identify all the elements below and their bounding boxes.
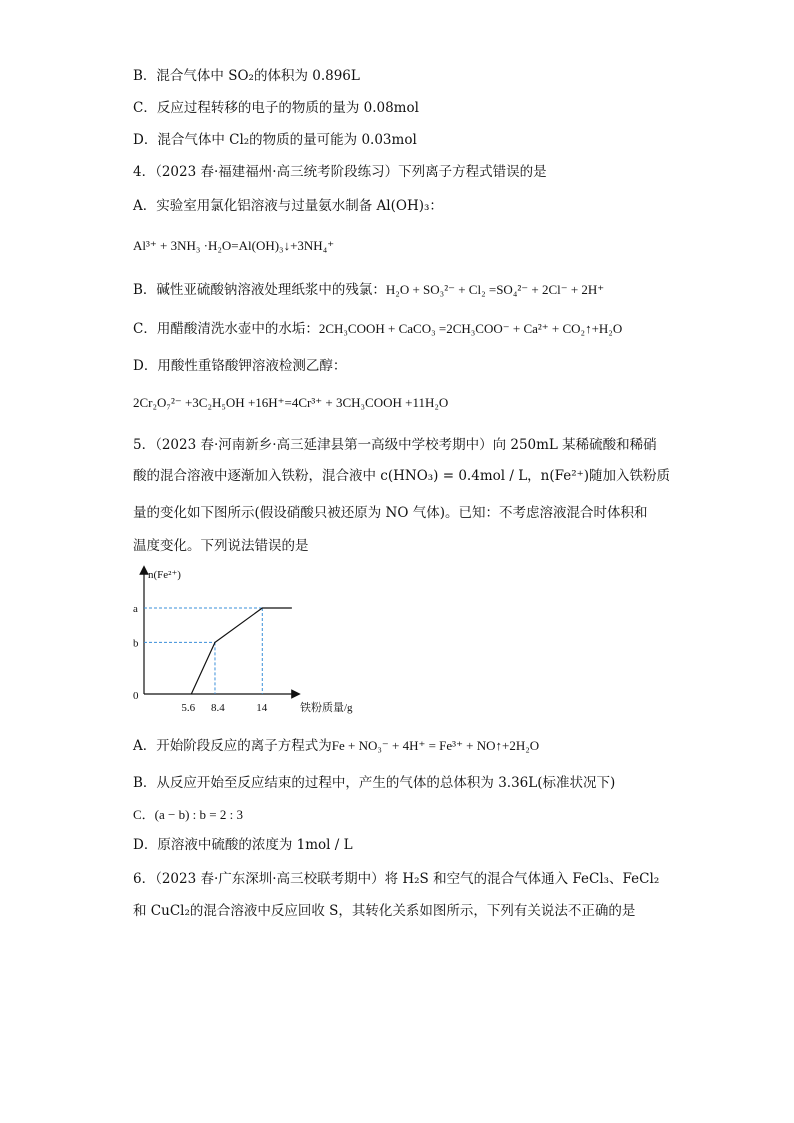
x-tick-label-1: 8.4 [210,702,225,714]
q3-option-d: D．混合气体中 Cl₂的物质的量可能为 0.03mol [133,132,417,148]
q5-option-d: D．原溶液中硫酸的浓度为 1mol / L [133,837,353,853]
q4-stem: 4．（2023 春·福建福州·高三统考阶段练习）下列离子方程式错误的是 [133,164,547,180]
series-line [191,608,292,694]
q3-option-b: B．混合气体中 SO₂的体积为 0.896L [133,68,360,84]
y-axis-label: n(Fe²⁺) [148,569,181,581]
q4-option-d-formula: 2Cr₂O₇²⁻ +3C₂H₅OH +16H⁺=4Cr³⁺ + 3CH₃COOH +11H₂O [133,395,449,410]
x-tick-label-2: 14 [256,702,268,714]
q5-option-a-text: A．开始阶段反应的离子方程式为 [133,738,332,754]
q5-option-a-formula: Fe + NO₃⁻ + 4H⁺ = Fe³⁺ + NO↑+2H₂O [331,738,540,753]
x-tick-label-0: 5.6 [181,702,196,714]
q5-option-a [133,737,539,755]
origin-label: 0 [133,690,139,702]
q4-option-b [133,281,604,299]
q5-stem-line-4: 温度变化。下列说法错误的是 [133,538,309,554]
q4-option-c-formula: 2CH₃COOH + CaCO₃ =2CH₃COO⁻ + Ca²⁺ + CO₂↑+H₂O [318,321,623,336]
q3-option-c: C．反应过程转移的电子的物质的量为 0.08mol [133,100,419,116]
q4-option-c-text: C．用醋酸清洗水壶中的水垢： [133,321,319,337]
fe2-chart [128,560,368,725]
x-axis-label: 铁粉质量/g [300,702,353,714]
q4-option-c [133,320,622,338]
q6-stem-line-2: 和 CuCl₂的混合溶液中反应回收 S，其转化关系如图所示，下列有关说法不正确的是 [133,903,636,919]
q4-option-a-formula: Al³⁺ + 3NH₃ ·H₂O=Al(OH)₃↓+3NH₄⁺ [133,238,335,253]
q5-stem-line-3: 量的变化如下图所示(假设硝酸只被还原为 NO 气体)。已知：不考虑溶液混合时体积和 [133,505,648,521]
q6-stem-line-1: 6．（2023 春·广东深圳·高三校联考期中）将 H₂S 和空气的混合气体通入 FeCl₃、FeCl₂ [133,871,660,887]
q5-option-b: B．从反应开始至反应结束的过程中，产生的气体的总体积为 3.36L(标准状况下) [133,775,616,791]
q4-option-b-formula: H₂O + SO₃²⁻ + Cl₂ =SO₄²⁻ + 2Cl⁻ + 2H⁺ [385,282,605,297]
q4-option-a: A．实验室用氯化铝溶液与过量氨水制备 Al(OH)₃： [133,198,443,214]
y-tick-label-b: b [133,637,139,650]
y-tick-label-a: a [133,603,138,615]
q5-stem-line-2: 酸的混合溶液中逐渐加入铁粉，混合液中 c(HNO₃) = 0.4mol / L，n(Fe²⁺)随加入铁粉质 [133,468,671,484]
q4-option-b-text: B．碱性亚硫酸钠溶液处理纸浆中的残氯： [133,282,386,298]
q5-stem-line-1: 5．（2023 春·河南新乡·高三延津县第一高级中学校考期中）向 250mL 某稀硫酸和稀硝 [133,437,657,453]
q5-option-c: C．(a − b) : b = 2 : 3 [133,807,243,822]
q4-option-d: D．用酸性重铬酸钾溶液检测乙醇： [133,358,347,374]
